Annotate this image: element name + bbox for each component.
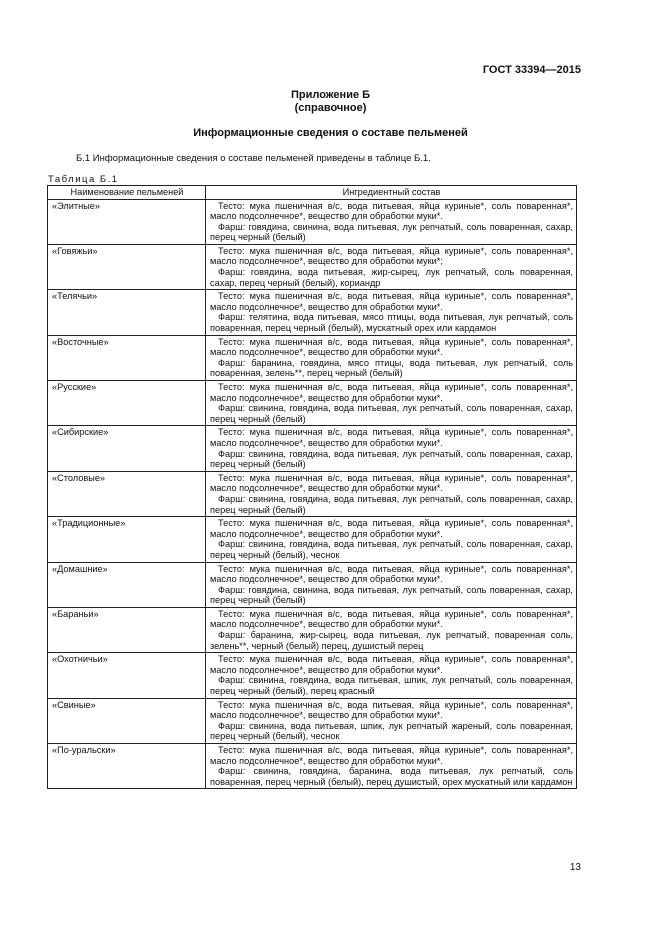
ingredients-cell [206, 426, 577, 471]
filling-composition: Фарш: свинина, вода питьевая, шпик, лук репчатый жареный, соль поваренная, перец черный (белый), чеснок [210, 720, 573, 742]
table-row [48, 199, 577, 244]
ingredients-cell [206, 471, 577, 516]
table-row [48, 607, 577, 652]
product-name-cell: «Говяжьи» [48, 244, 206, 289]
table-row [48, 562, 577, 607]
intro-paragraph: Б.1 Информационные сведения о составе пельменей приведены в таблице Б.1. [76, 153, 431, 164]
ingredients-cell [206, 517, 577, 562]
dough-composition: Тесто: мука пшеничная в/с, вода питьевая, яйца куриные*, соль поваренная*, масло подсолнечное*, вещество для обработки муки*. [210, 654, 573, 675]
ingredients-cell [206, 698, 577, 743]
product-name-cell: «Традиционные» [48, 517, 206, 562]
filling-composition: Фарш: баранина, жир-сырец, вода питьевая, лук репчатый, поваренная соль, зелень**, черный (белый) перец, душистый перец [210, 630, 573, 651]
dough-composition: Тесто: мука пшеничная в/с, вода питьевая, яйца куриные*, соль поваренная*, масло подсолнечное*, вещество для обработки муки*. [210, 336, 573, 358]
table-row [48, 426, 577, 471]
table-body [48, 199, 577, 789]
dough-composition: Тесто: мука пшеничная в/с, вода питьевая, яйца куриные*, соль поваренная*, масло подсолнечное*, вещество для обработки муки*. [210, 563, 573, 585]
ingredients-cell [206, 562, 577, 607]
table-row [48, 698, 577, 743]
product-name-cell: «Восточные» [48, 335, 206, 380]
product-name-cell: «Охотничьи» [48, 653, 206, 698]
section-title: Информационные сведения о составе пельменей [193, 127, 468, 139]
table-caption: Таблица Б.1 [48, 174, 119, 185]
ingredients-cell [206, 290, 577, 335]
filling-composition: Фарш: свинина, говядина, вода питьевая, лук репчатый, соль поваренная, сахар, перец черный (белый) [210, 493, 573, 515]
composition-table [47, 185, 577, 789]
table-row [48, 335, 577, 380]
dough-composition: Тесто: мука пшеничная в/с, вода питьевая, яйца куриные*, соль поваренная*, масло подсолнечное*, вещество для обработки муки*. [210, 382, 573, 403]
product-name-cell: «Домашние» [48, 562, 206, 607]
table-row [48, 244, 577, 289]
dough-composition: Тесто: мука пшеничная в/с, вода питьевая, яйца куриные*, соль поваренная*, масло подсолнечное*, вещество для обработки муки*. [210, 472, 573, 494]
product-name-cell: «Бараньи» [48, 607, 206, 652]
dough-composition: Тесто: мука пшеничная в/с, вода питьевая, яйца куриные*, соль поваренная*, масло подсолнечное*, вещество для обработки муки*. [210, 200, 573, 222]
dough-composition: Тесто: мука пшеничная в/с, вода питьевая, яйца куриные*, соль поваренная*, масло подсолнечное*, вещество для обработки муки*. [210, 699, 573, 721]
ingredients-cell [206, 244, 577, 289]
table-row [48, 290, 577, 335]
table-row [48, 381, 577, 426]
ingredients-cell [206, 335, 577, 380]
appendix-title: Приложение Б [290, 89, 371, 101]
ingredients-cell [206, 381, 577, 426]
appendix-heading [0, 89, 661, 115]
product-name-cell: «Столовые» [48, 471, 206, 516]
table-header-row [48, 186, 577, 200]
ingredients-cell [206, 607, 577, 652]
product-name-cell: «Телячьи» [48, 290, 206, 335]
filling-composition: Фарш: говядина, свинина, вода питьевая, лук репчатый, соль поваренная, сахар, перец черный (белый) [210, 221, 573, 243]
filling-composition: Фарш: свинина, говядина, вода питьевая, лук репчатый, соль поваренная, сахар, перец черный (белый), чеснок [210, 539, 573, 560]
product-name-cell: «Элитные» [48, 199, 206, 244]
table-row [48, 653, 577, 698]
product-name-cell: «По-уральски» [48, 744, 206, 789]
page-number: 13 [569, 862, 581, 873]
dough-composition: Тесто: мука пшеничная в/с, вода питьевая, яйца куриные*, соль поваренная*, масло подсолнечное*, вещество для обработки муки*. [210, 291, 573, 312]
ingredients-cell [206, 199, 577, 244]
header-name: Наименование пельменей [48, 186, 206, 200]
dough-composition: Тесто: мука пшеничная в/с, вода питьевая, яйца куриные*, соль поваренная*, масло подсолнечное*, вещество для обработки муки*. [210, 608, 573, 630]
product-name-cell: «Свиные» [48, 698, 206, 743]
dough-composition: Тесто: мука пшеничная в/с, вода питьевая, яйца куриные*, соль поваренная*, масло подсолнечное*, вещество для обработки муки*. [210, 427, 573, 448]
table-row [48, 471, 577, 516]
table-row [48, 517, 577, 562]
filling-composition: Фарш: свинина, говядина, баранина, вода питьевая, лук репчатый, соль поваренная, перец черный (белый), перец душистый, орех мускатный или кардамон [210, 766, 573, 787]
filling-composition: Фарш: свинина, говядина, вода питьевая, шпик, лук репчатый, соль поваренная, перец черный (белый), перец красный [210, 675, 573, 697]
header-ingredients: Ингредиентный состав [206, 186, 577, 200]
dough-composition: Тесто: мука пшеничная в/с, вода питьевая, яйца куриные*, соль поваренная*, масло подсолнечное*, вещество для обработки муки*. [210, 518, 573, 539]
ingredients-cell [206, 653, 577, 698]
filling-composition: Фарш: говядина, свинина, вода питьевая, лук репчатый, соль поваренная, сахар, перец черный (белый) [210, 584, 573, 606]
dough-composition: Тесто: мука пшеничная в/с, вода питьевая, яйца куриные*, соль поваренная*, масло подсолнечное*, вещество для обработки муки*. [210, 745, 573, 766]
filling-composition: Фарш: телятина, вода питьевая, мясо птицы, вода питьевая, лук репчатый, соль поваренная, перец черный (белый), мускатный орех или кардамон [210, 312, 573, 334]
appendix-subtitle: (справочное) [294, 102, 367, 114]
filling-composition: Фарш: баранина, говядина, мясо птицы, вода питьевая, лук репчатый, соль поваренная, зелень**, перец черный (белый) [210, 357, 573, 379]
dough-composition: Тесто: мука пшеничная в/с, вода питьевая, яйца куриные*, соль поваренная*, масло подсолнечное*, вещество для обработки муки*; [210, 245, 573, 267]
table-row [48, 744, 577, 789]
ingredients-cell [206, 744, 577, 789]
filling-composition: Фарш: говядина, вода питьевая, жир-сырец, лук репчатый, соль поваренная, сахар, перец черный (белый), кориандр [210, 267, 573, 288]
product-name-cell: «Сибирские» [48, 426, 206, 471]
product-name-cell: «Русские» [48, 381, 206, 426]
document-code: ГОСТ 33394—2015 [482, 64, 581, 76]
filling-composition: Фарш: свинина, говядина, вода питьевая, лук репчатый, соль поваренная, сахар, перец черный (белый) [210, 448, 573, 470]
filling-composition: Фарш: свинина, говядина, вода питьевая, лук репчатый, соль поваренная, сахар, перец черный (белый) [210, 403, 573, 424]
